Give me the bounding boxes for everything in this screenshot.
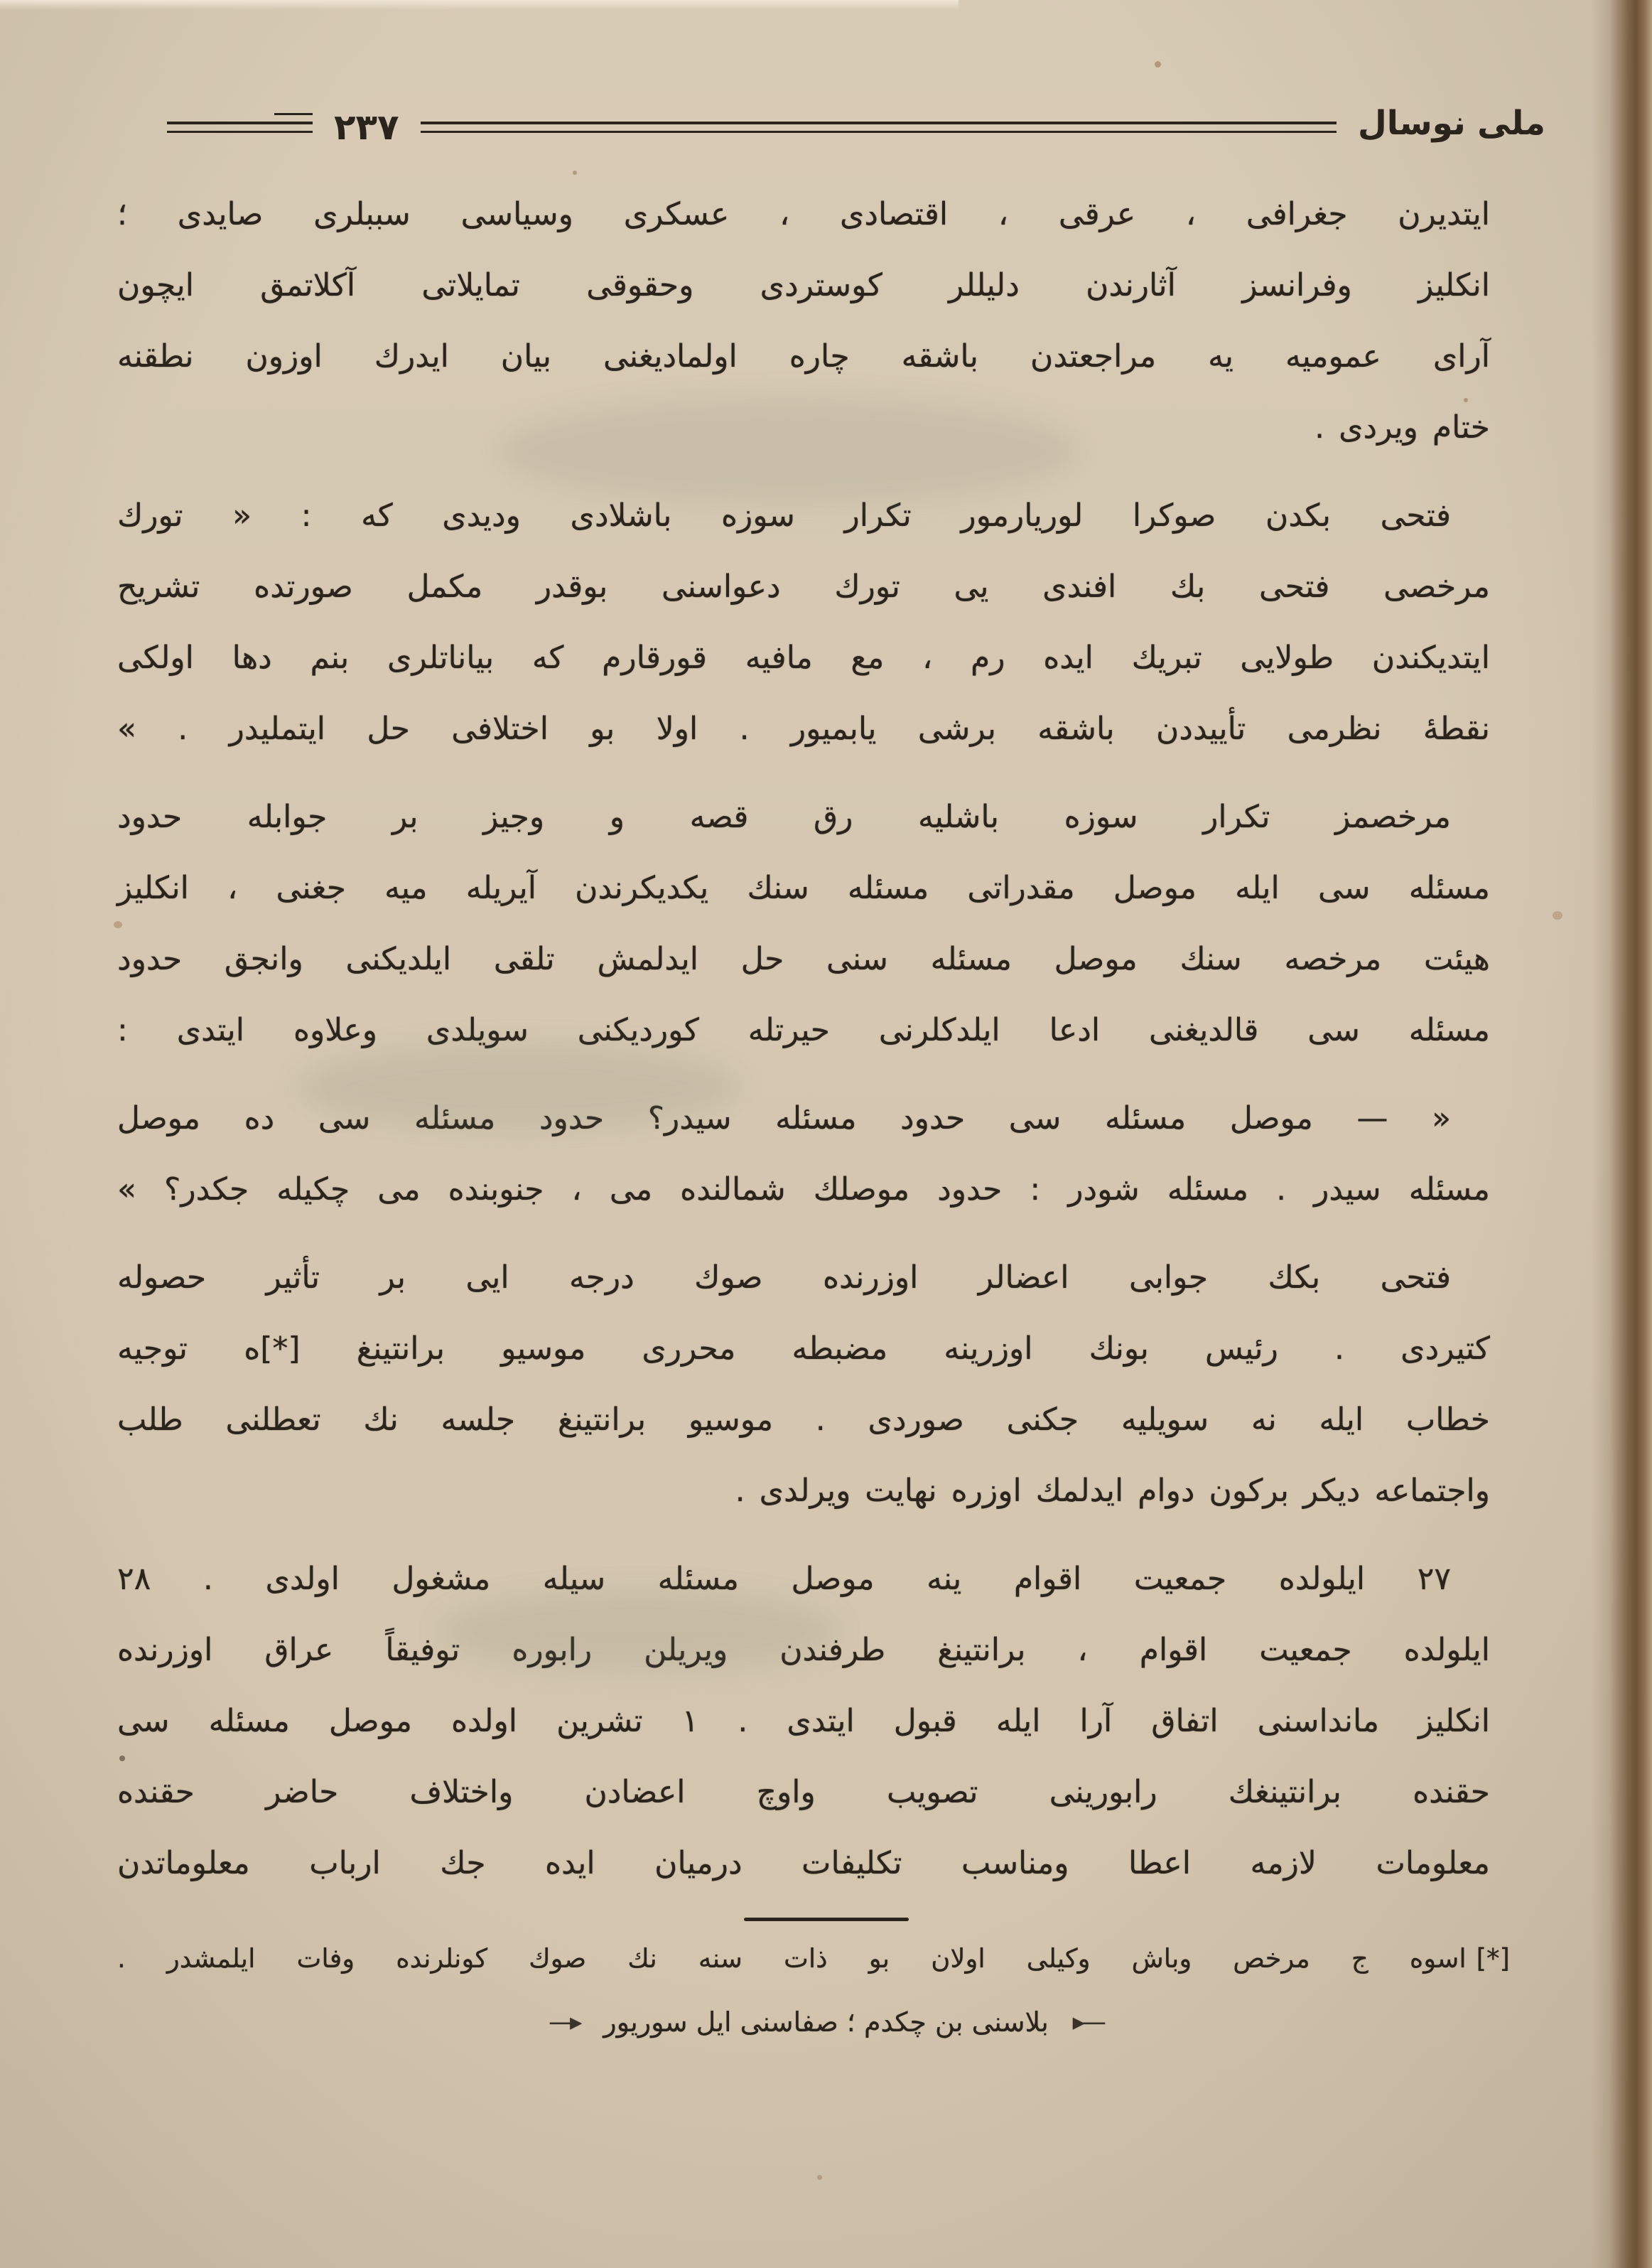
footnote-marker: [*] bbox=[1476, 1943, 1510, 1974]
catchline-ornament-left: —▸ bbox=[549, 2008, 580, 2036]
stain bbox=[1464, 398, 1468, 402]
paragraph bbox=[117, 782, 1490, 1066]
ink-showthrough bbox=[441, 1592, 838, 1670]
text-line: مسئله سى ايله موصل مقدراتى مسئله سنك يكديكرندن آيريله ميه جغنى ، انكليز bbox=[117, 870, 1490, 906]
text-line: انكليز وفرانسز آثارندن دليللر كوستردى وحقوقى تمايلاتى آكلاتمق ايچون bbox=[117, 267, 1490, 303]
scan-edge-top bbox=[0, 0, 959, 10]
text-line: مرخصمز تكرار سوزه باشليه رق قصه و وجيز بر جوابله حدود bbox=[117, 799, 1451, 835]
text-line: نقطهٔ نظرمى تأييددن باشقه برشى يابميور . اولا بو اختلافى حل ايتمليدر . » bbox=[117, 711, 1490, 747]
text-line: انكليز مانداسنى اتفاق آرا ايله قبول ايتدى . ١ تشرين اولده موصل مسئله سى bbox=[117, 1703, 1490, 1739]
paragraph bbox=[117, 1544, 1490, 1899]
footnote bbox=[0, 1931, 1652, 1987]
ink-showthrough bbox=[298, 1045, 739, 1130]
text-line: ختام ويردى . bbox=[1314, 409, 1490, 446]
text-line: خطاب ايله نه سويليه جكنى صوردى . موسيو برانتينغ جلسه نك تعطلنى طلب bbox=[117, 1402, 1490, 1438]
page-header bbox=[0, 0, 1652, 148]
stain bbox=[1155, 61, 1161, 68]
text-line: واجتماعه ديكر بركون دوام ايدلمك اوزره نهايت ويرلدى . bbox=[735, 1473, 1490, 1509]
text-line: حقنده برانتينغك رابورينى تصويب واوچ اعضادن واختلاف حاضر حقنده bbox=[117, 1774, 1490, 1810]
stain bbox=[1553, 911, 1562, 920]
running-title: ملى نوسال bbox=[1358, 103, 1545, 143]
text-line: معلومات لازمه اعطا ومناسب تكليفات درميان ايده جك ارباب معلوماتدن bbox=[117, 1845, 1490, 1881]
text-line: مسئله سى قالديغنى ادعا ايلدكلرنى حيرتله كورديكنى سويلدى وعلاوه ايتدى : bbox=[117, 1012, 1490, 1048]
text-line: « — موصل مسئله سى حدود مسئله سيدر؟ حدود مسئله سى ده موصل bbox=[117, 1100, 1451, 1136]
text-line: مسئله سيدر . مسئله شودر : حدود موصلك شمالنده مى ، جنوبنده مى چكيله جكدر؟ » bbox=[117, 1171, 1490, 1208]
text-line: ايلولده جمعيت اقوام ، برانتينغ طرفندن ويريلن رابوره توفيقاً عراق اوزرنده bbox=[117, 1632, 1490, 1668]
page-number: ٢٣٧ bbox=[334, 107, 399, 148]
header-rule-long bbox=[421, 122, 1337, 133]
catchline-text: بلاسنى بن چكدم ؛ صفاسنى ايل سوريور bbox=[603, 2006, 1049, 2038]
footnote-text: اسوه ج مرخص وباش وكيلى اولان بو ذات سنه نك صوك كونلرنده وفات ايلمشدر . bbox=[117, 1943, 1467, 1974]
text-line: ايتديكندن طولايى تبريك ايده رم ، مع مافيه قورقارم كه بياناتلرى بنم دها اولكى bbox=[117, 640, 1490, 676]
text-line: هيئت مرخصه سنك موصل مسئله سنى حل ايدلمش تلقى ايلديكنى وانجق حدود bbox=[117, 941, 1490, 977]
text-line: كتيردى . رئيس بونك اوزرينه مضبطه محررى موسيو برانتينغ [*]ه توجيه bbox=[117, 1331, 1490, 1367]
ink-showthrough bbox=[497, 398, 1080, 505]
footnote-separator bbox=[744, 1918, 909, 1921]
text-line: فتحى بكدن صوكرا لوريارمور تكرار سوزه باشلادى وديدى كه : « تورك bbox=[117, 498, 1451, 534]
header-rule-short bbox=[167, 122, 313, 133]
stain bbox=[817, 2175, 822, 2180]
text-line: ٢٧ ايلولده جمعيت اقوام ينه موصل مسئله سيله مشغول اولدى . ٢٨ bbox=[117, 1561, 1451, 1597]
text-line: فتحى بكك جوابى اعضالر اوزرنده صوك درجه ايى بر تأثير حصوله bbox=[117, 1259, 1451, 1296]
catchline-ornament-right: ▸— bbox=[1072, 2008, 1103, 2036]
text-line: آراى عموميه يه مراجعتدن باشقه چاره اولماديغنى بيان ايدرك اوزون نطقنه bbox=[117, 338, 1490, 375]
text-line: ايتديرن جغرافى ، عرقى ، اقتصادى ، عسكرى وسياسى سببلرى صايدى ؛ bbox=[117, 196, 1490, 232]
stain bbox=[114, 921, 122, 928]
text-line: مرخصى فتحى بك افندى يى تورك دعواسنى بوقدر مكمل صورتده تشريح bbox=[117, 569, 1490, 605]
stain bbox=[573, 171, 577, 175]
stain bbox=[119, 1756, 125, 1761]
paragraph bbox=[117, 480, 1490, 765]
page-edge-shadow bbox=[1591, 0, 1652, 2268]
catchline bbox=[0, 2006, 1652, 2038]
paragraph bbox=[117, 1242, 1490, 1527]
